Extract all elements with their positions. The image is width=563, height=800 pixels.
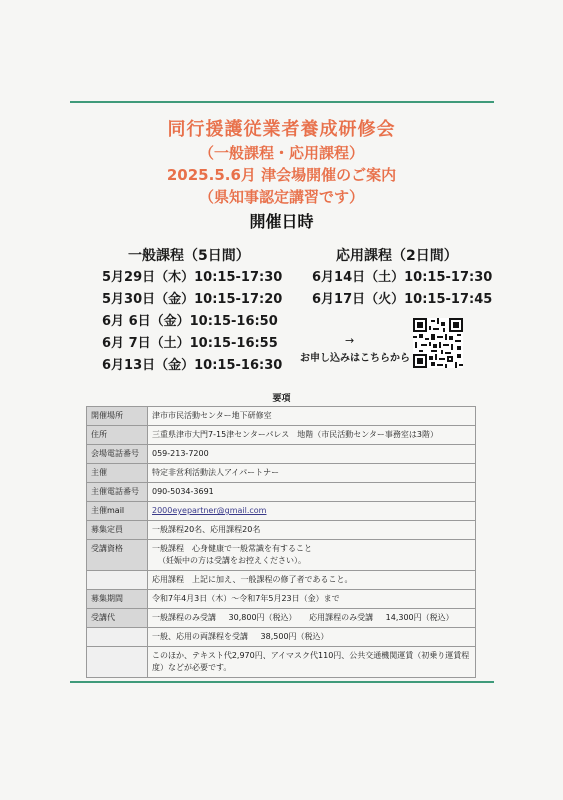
venue-value: 津市市民活動センター地下研修室 [148,407,476,426]
venue-phone-label: 会場電話番号 [87,445,148,464]
session-row: 6月 6日（金）10:15-16:50 [102,314,278,329]
eligibility-label: 受講資格 [87,540,148,571]
address-value: 三重県津市大門7-15津センターパレス 地階（市民活動センター事務室は3階） [148,426,476,445]
applied-course-heading: 応用課程（2日間） [336,248,458,264]
table-row [87,445,476,464]
capacity-value: 一般課程20名、応用課程20名 [148,521,476,540]
top-divider [70,101,494,103]
fee-applied-label: 応用課程のみ受講 [309,613,374,622]
organizer-phone-value: 090-5034-3691 [148,483,476,502]
fee-value-both [148,628,476,647]
period-label: 募集期間 [87,590,148,609]
eligibility-value [148,540,476,571]
table-row [87,426,476,445]
subtitle-date: 2025.5.6月 津会場開催のご案内 [166,166,397,184]
table-row [87,521,476,540]
fee-label: 受講代 [87,609,148,628]
table-row [87,609,476,628]
table-row [87,464,476,483]
eligibility-general: 一般課程 心身健康で一般常識を有すること [152,544,312,553]
fee-applied-price: 14,300円（税込） [385,613,454,622]
apply-instruction: お申し込みはこちらから [300,353,410,364]
details-table [86,406,476,678]
qr-code[interactable] [413,318,463,368]
title-block [0,118,563,234]
period-value: 令和7年4月3日（木）～令和7年5月23日（金）まで [148,590,476,609]
table-row [87,647,476,678]
email-link[interactable]: 2000eyepartner@gmail.com [152,506,267,515]
venue-phone-value: 059-213-7200 [148,445,476,464]
details-title: 要項 [272,394,291,404]
organizer-mail-value [148,502,476,521]
venue-label: 開催場所 [87,407,148,426]
organizer-value: 特定非営利活動法人アイパートナー [148,464,476,483]
eligibility-label-continued [87,571,148,590]
capacity-label: 募集定員 [87,521,148,540]
table-row [87,590,476,609]
organizer-phone-label: 主催電話番号 [87,483,148,502]
extra-label [87,647,148,678]
organizer-mail-label: 主催mail [87,502,148,521]
extra-costs: このほか、テキスト代2,970円、アイマスク代110円、公共交通機関運賃（初乗り運賃程度）などが必要です。 [148,647,476,678]
table-row [87,571,476,590]
fee-both-price: 38,500円（税込） [260,632,329,641]
schedule-heading: 開催日時 [249,212,314,231]
session-row: 6月13日（金）10:15-16:30 [102,358,283,373]
fee-general-price: 30,800円（税込） [228,613,297,622]
table-row [87,483,476,502]
address-label: 住所 [87,426,148,445]
fee-value-single [148,609,476,628]
session-row: 6月17日（火）10:15-17:45 [312,292,493,307]
general-course-schedule [102,245,282,377]
fee-both-label: 一般、応用の両課程を受講 [152,632,248,641]
table-row [87,502,476,521]
eligibility-note: （妊娠中の方は受講をお控えください）。 [158,556,306,565]
organizer-label: 主催 [87,464,148,483]
subtitle-courses: （一般課程・応用課程） [198,144,364,162]
fee-general-label: 一般課程のみ受講 [152,613,216,622]
subtitle-certified: （県知事認定講習です） [198,188,364,206]
session-row: 5月30日（金）10:15-17:20 [102,292,283,307]
fee-label-continued [87,628,148,647]
bottom-divider [70,681,494,683]
main-title: 同行援護従業者養成研修会 [167,119,396,140]
session-row: 6月14日（土）10:15-17:30 [312,270,493,285]
session-row: 6月 7日（土）10:15-16:55 [102,336,278,351]
table-row [87,540,476,571]
arrow-icon: → [345,334,355,347]
table-row [87,407,476,426]
general-course-heading: 一般課程（5日間） [128,248,250,264]
applied-course-schedule [312,245,492,311]
eligibility-applied: 応用課程 上記に加え、一般課程の修了者であること。 [148,571,476,590]
session-row: 5月29日（木）10:15-17:30 [102,270,283,285]
table-row [87,628,476,647]
